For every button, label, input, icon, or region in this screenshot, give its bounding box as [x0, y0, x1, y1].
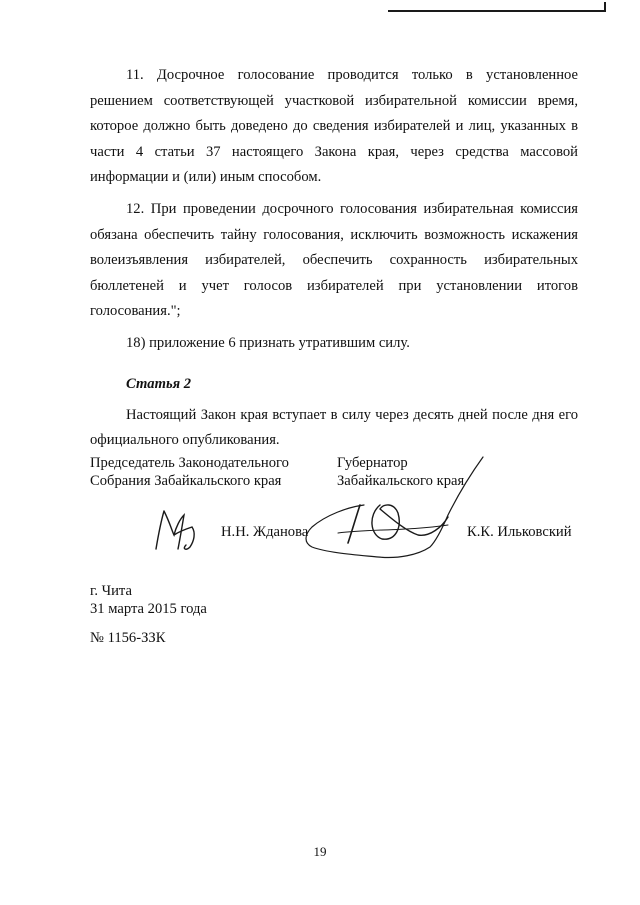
- chairman-title-line1: Председатель Законодательного: [90, 455, 289, 471]
- article-text: Настоящий Закон края вступает в силу через десять дней после дня его официального опубликования.: [90, 406, 578, 449]
- header-rule-tick: [604, 2, 606, 12]
- header-rule: [388, 10, 606, 12]
- paragraph-18: 18) приложение 6 признать утратившим силу.: [126, 334, 410, 351]
- governor-name: К.К. Ильковский: [467, 524, 572, 540]
- place-and-date: [90, 582, 207, 618]
- chairman-block: [90, 454, 289, 490]
- paragraph-11: 11. Досрочное голосование проводится только в установленное решением соответствующей участковой избирательной комиссии время, которое должно быть доведено до сведения избирателей и лиц, указанных в части 4 статьи 37 настоящего Закона края, через средства массовой информации и (или) иным способом.: [90, 67, 578, 186]
- governor-signature: [298, 455, 498, 565]
- document-body: [90, 63, 578, 460]
- paragraph-12: 12. При проведении досрочного голосования избирательная комиссия обязана обеспечить тайну голосования, исключить возможность искажения волеизъявления избирателей, обеспечить сохранность избирательных бюллетеней и учет голосов избирателей при установлении итогов голосования.";: [90, 200, 578, 320]
- date: 31 марта 2015 года: [90, 601, 207, 617]
- page-number: 19: [313, 844, 327, 859]
- city: г. Чита: [90, 583, 132, 599]
- governor-title-line2: Забайкальского края: [337, 473, 465, 489]
- chairman-name: Н.Н. Жданова: [221, 524, 309, 540]
- governor-title-line1: Губернатор: [337, 455, 408, 471]
- chairman-signature: [150, 505, 210, 555]
- article-heading: Статья 2: [126, 375, 192, 392]
- chairman-title-line2: Собрания Забайкальского края: [90, 473, 282, 489]
- document-number: № 1156-ЗЗК: [90, 630, 166, 646]
